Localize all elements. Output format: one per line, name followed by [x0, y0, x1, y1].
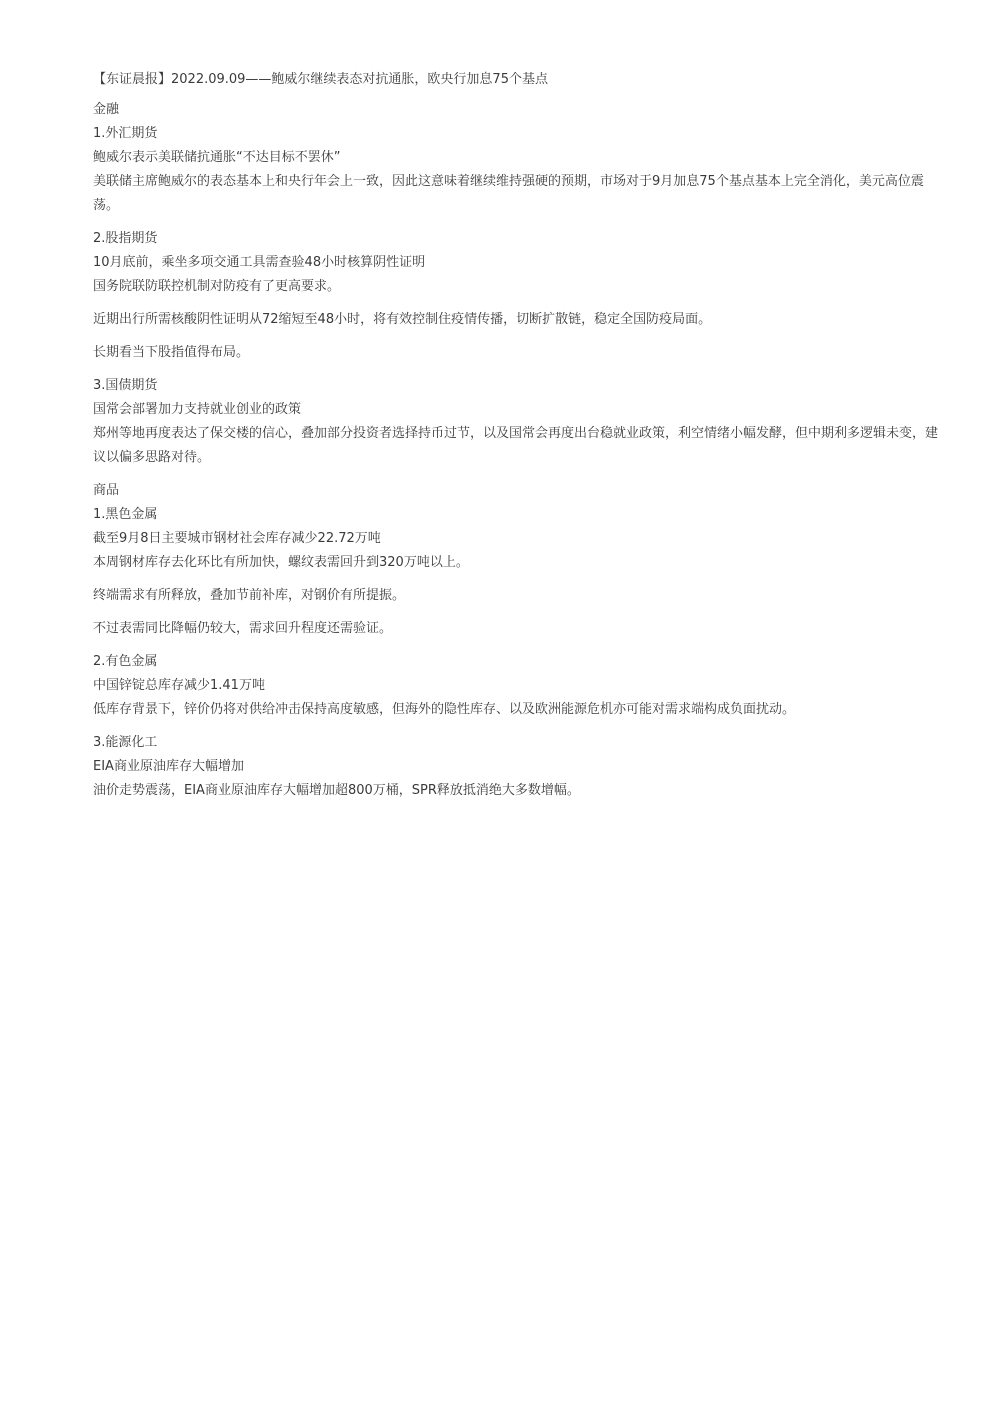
report-document: [93, 68, 945, 803]
ferrous-paragraph: 本周钢材库存去化环比有所加快，螺纹表需回升到320万吨以上。: [93, 555, 469, 570]
energy-body: 油价走势震荡，EIA商业原油库存大幅增加超800万桶，SPR释放抵消绝大多数增幅。: [93, 783, 580, 798]
energy-headline: EIA商业原油库存大幅增加: [93, 759, 244, 774]
subsection-heading-nonferrous: 2.有色金属: [93, 654, 158, 669]
stock-index-paragraph: 近期出行所需核酸阴性证明从72缩短至48小时，将有效控制住疫情传播，切断扩散链，稳定全国防疫局面。: [93, 312, 712, 327]
treasury-headline: 国常会部署加力支持就业创业的政策: [93, 402, 302, 417]
section-heading-commodities: 商品: [93, 483, 120, 498]
stock-index-paragraph: 长期看当下股指值得布局。: [93, 345, 250, 360]
report-title: 【东证晨报】2022.09.09——鲍威尔继续表态对抗通胀，欧央行加息75个基点: [93, 72, 548, 87]
ferrous-paragraph: 终端需求有所释放，叠加节前补库，对钢价有所提振。: [93, 588, 406, 603]
subsection-heading-stock-index: 2.股指期货: [93, 231, 158, 246]
nonferrous-body: 低库存背景下，锌价仍将对供给冲击保持高度敏感，但海外的隐性库存、以及欧洲能源危机亦可能对需求端构成负面扰动。: [93, 702, 796, 717]
subsection-heading-ferrous: 1.黑色金属: [93, 507, 158, 522]
subsection-heading-fx: 1.外汇期货: [93, 126, 158, 141]
section-heading-finance: 金融: [93, 102, 120, 117]
nonferrous-headline: 中国锌锭总库存减少1.41万吨: [93, 678, 265, 693]
ferrous-headline: 截至9月8日主要城市钢材社会库存减少22.72万吨: [93, 531, 381, 546]
fx-body: 美联储主席鲍威尔的表态基本上和央行年会上一致，因此这意味着继续维持强硬的预期，市场对于9月加息75个基点基本上完全消化，美元高位震荡。: [93, 174, 924, 213]
fx-headline: 鲍威尔表示美联储抗通胀“不达目标不罢休”: [93, 150, 341, 165]
subsection-heading-treasury: 3.国债期货: [93, 378, 158, 393]
treasury-body: 郑州等地再度表达了保交楼的信心，叠加部分投资者选择持币过节，以及国常会再度出台稳就业政策，利空情绪小幅发酵，但中期利多逻辑未变，建议以偏多思路对待。: [93, 426, 939, 465]
subsection-heading-energy: 3.能源化工: [93, 735, 158, 750]
stock-index-headline: 10月底前，乘坐多项交通工具需查验48小时核算阴性证明: [93, 255, 426, 270]
ferrous-paragraph: 不过表需同比降幅仍较大，需求回升程度还需验证。: [93, 621, 393, 636]
stock-index-paragraph: 国务院联防联控机制对防疫有了更高要求。: [93, 279, 341, 294]
